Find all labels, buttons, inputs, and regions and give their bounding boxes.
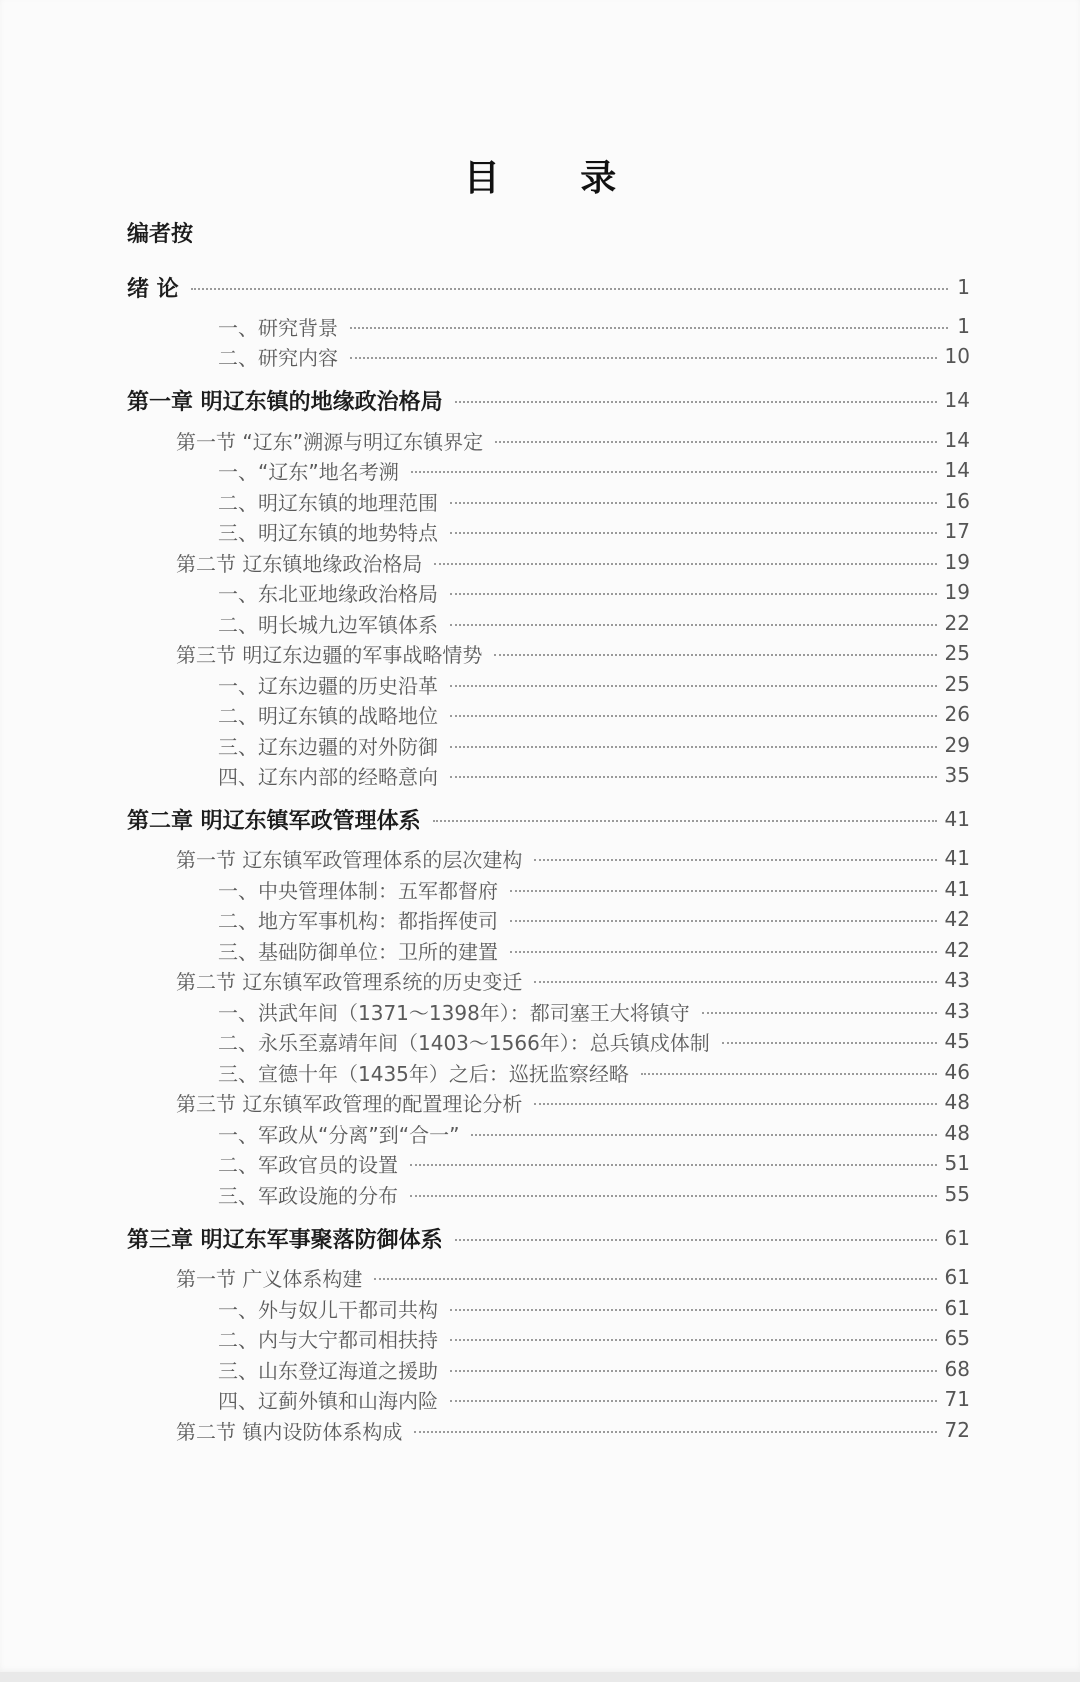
toc-entry-title: 一、外与奴儿干都司共构: [218, 1297, 438, 1322]
toc-entry-title: 第三节 辽东镇军政管理的配置理论分析: [176, 1091, 523, 1116]
toc-page-number: 41: [944, 846, 970, 870]
toc-entry-title: 二、内与大宁都司相扶持: [218, 1327, 438, 1352]
toc-dot-leader: [414, 1431, 936, 1433]
toc-dot-leader: [534, 981, 936, 983]
toc-dot-leader: [411, 471, 937, 473]
toc-chapter-entry: [127, 803, 970, 835]
toc-subsection-entry: [218, 759, 970, 791]
toc-subsection-entry: [218, 515, 970, 547]
toc-chapter-entry: [127, 1222, 970, 1254]
toc-entry-title: 一、东北亚地缘政治格局: [218, 581, 438, 606]
toc-section-entry: [176, 546, 970, 578]
toc-subsection-entry: [218, 903, 970, 935]
toc-entry-title: 四、辽蓟外镇和山海内险: [218, 1388, 438, 1413]
toc-entry-title: 二、明辽东镇的战略地位: [218, 703, 438, 728]
toc-dot-leader: [450, 1339, 937, 1341]
toc-entry-title: 第一节 广义体系构建: [176, 1266, 363, 1291]
toc-section-entry: [176, 842, 970, 874]
toc-entry-title: 一、“辽东”地名考溯: [218, 459, 399, 484]
toc-page-number: 14: [944, 428, 970, 452]
toc-page-number: 71: [944, 1387, 970, 1411]
toc-page-number: 41: [944, 807, 970, 831]
toc-entry-title: 第三节 明辽东边疆的军事战略情势: [176, 642, 483, 667]
toc-page-number: 51: [944, 1151, 970, 1175]
toc-entry-title: 二、明辽东镇的地理范围: [218, 490, 438, 515]
toc-entry-title: 三、辽东边疆的对外防御: [218, 734, 438, 759]
toc-dot-leader: [722, 1042, 937, 1044]
page-title: 目 录: [463, 158, 651, 199]
toc-page-number: 55: [944, 1182, 970, 1206]
toc-dot-leader: [702, 1012, 937, 1014]
toc-subsection-entry: [218, 873, 970, 905]
toc-page-number: 16: [944, 489, 970, 513]
toc-dot-leader: [641, 1073, 937, 1075]
toc-page-number: 48: [944, 1121, 970, 1145]
toc-subsection-entry: [218, 668, 970, 700]
toc-page-number: 42: [944, 938, 970, 962]
toc-subsection-entry: [218, 995, 970, 1027]
toc-page-number: 25: [944, 672, 970, 696]
toc-dot-leader: [350, 327, 948, 329]
toc-entry-title: 绪 论: [127, 276, 179, 302]
toc-dot-leader: [494, 654, 936, 656]
toc-dot-leader: [450, 776, 937, 778]
toc-entry-title: 三、明辽东镇的地势特点: [218, 520, 438, 545]
toc-subsection-entry: [218, 1178, 970, 1210]
toc-page-number: 10: [944, 344, 970, 368]
toc-dot-leader: [410, 1195, 937, 1197]
toc-section-entry: [176, 1261, 970, 1293]
toc-section-entry: [176, 637, 970, 669]
toc-entry-title: 一、洪武年间（1371～1398年）：都司塞王大将镇守: [218, 1000, 690, 1025]
toc-page-number: 17: [944, 519, 970, 543]
toc-subsection-entry: [218, 454, 970, 486]
toc-subsection-entry: [218, 698, 970, 730]
toc-entry-title: 二、明长城九边军镇体系: [218, 612, 438, 637]
toc-page-number: 22: [944, 611, 970, 635]
toc-dot-leader: [471, 1134, 936, 1136]
toc-dot-leader: [450, 685, 937, 687]
toc-subsection-entry: [218, 1117, 970, 1149]
toc-subsection-entry: [218, 485, 970, 517]
toc-page-number: 25: [944, 641, 970, 665]
toc-page-number: 45: [944, 1029, 970, 1053]
toc-dot-leader: [433, 820, 937, 822]
toc-page-number: 19: [944, 580, 970, 604]
toc-dot-leader: [374, 1278, 936, 1280]
toc-dot-leader: [450, 746, 937, 748]
toc-entry-title: 第一节 “辽东”溯源与明辽东镇界定: [176, 429, 484, 454]
toc-page-number: 14: [944, 458, 970, 482]
toc-dot-leader: [450, 502, 937, 504]
toc-subsection-entry: [218, 607, 970, 639]
toc-entry-title: 三、军政设施的分布: [218, 1183, 398, 1208]
toc-dot-leader: [510, 890, 937, 892]
toc-dot-leader: [510, 920, 937, 922]
toc-entry-title: 第三章 明辽东军事聚落防御体系: [127, 1227, 443, 1253]
toc-page-number: 61: [944, 1296, 970, 1320]
toc-chapter-entry: [127, 384, 970, 416]
toc-subsection-entry: [218, 1322, 970, 1354]
toc-dot-leader: [410, 1164, 937, 1166]
toc-dot-leader: [455, 401, 937, 403]
toc-page-number: 43: [944, 999, 970, 1023]
toc-entry-title: 二、永乐至嘉靖年间（1403～1566年）：总兵镇戍体制: [218, 1030, 710, 1055]
toc-subsection-entry: [218, 729, 970, 761]
toc-page-number: 14: [944, 388, 970, 412]
toc-subsection-entry: [218, 310, 970, 342]
toc-page-number: 26: [944, 702, 970, 726]
toc-entry-title: 第二节 辽东镇军政管理系统的历史变迁: [176, 969, 523, 994]
toc-page-number: 19: [944, 550, 970, 574]
toc-dot-leader: [534, 1103, 936, 1105]
toc-dot-leader: [450, 1309, 937, 1311]
toc-section-entry: [176, 964, 970, 996]
toc-subsection-entry: [218, 1292, 970, 1324]
toc-entry-title: 三、宣德十年（1435年）之后：巡抚监察经略: [218, 1061, 629, 1086]
toc-page-number: 65: [944, 1326, 970, 1350]
toc-dot-leader: [495, 441, 936, 443]
toc-dot-leader: [450, 715, 937, 717]
toc-subsection-entry: [218, 1353, 970, 1385]
toc-entry-title: 二、军政官员的设置: [218, 1152, 398, 1177]
toc-entry-title: 四、辽东内部的经略意向: [218, 764, 438, 789]
toc-subsection-entry: [218, 1056, 970, 1088]
toc-dot-leader: [191, 288, 948, 290]
toc-entry-title: 一、辽东边疆的历史沿革: [218, 673, 438, 698]
toc-dot-leader: [510, 951, 937, 953]
toc-page-number: 61: [944, 1265, 970, 1289]
toc-subsection-entry: [218, 340, 970, 372]
toc-dot-leader: [455, 1239, 937, 1241]
toc-section-entry: [176, 424, 970, 456]
toc-page-number: 35: [944, 763, 970, 787]
toc-dot-leader: [450, 1400, 937, 1402]
toc-dot-leader: [450, 624, 937, 626]
toc-chapter-entry: [127, 216, 970, 248]
toc-entry-title: 三、山东登辽海道之援助: [218, 1358, 438, 1383]
toc-subsection-entry: [218, 1025, 970, 1057]
toc-entry-title: 第一节 辽东镇军政管理体系的层次建构: [176, 847, 523, 872]
toc-dot-leader: [434, 563, 936, 565]
toc-section-entry: [176, 1414, 970, 1446]
toc-entry-title: 三、基础防御单位：卫所的建置: [218, 939, 498, 964]
toc-subsection-entry: [218, 934, 970, 966]
toc-entry-title: 编者按: [127, 221, 194, 247]
toc-dot-leader: [450, 532, 937, 534]
toc-entry-title: 第一章 明辽东镇的地缘政治格局: [127, 389, 443, 415]
toc-page-number: 46: [944, 1060, 970, 1084]
toc-section-entry: [176, 1086, 970, 1118]
toc-dot-leader: [534, 859, 936, 861]
toc-dot-leader: [450, 593, 937, 595]
toc-chapter-entry: [127, 271, 970, 303]
toc-entry-title: 二、地方军事机构：都指挥使司: [218, 908, 498, 933]
toc-page-number: 42: [944, 907, 970, 931]
toc-entry-title: 第二章 明辽东镇军政管理体系: [127, 808, 421, 834]
toc-entry-title: 第二节 镇内设防体系构成: [176, 1419, 403, 1444]
toc-entry-title: 第二节 辽东镇地缘政治格局: [176, 551, 423, 576]
toc-entry-title: 一、军政从“分离”到“合一”: [218, 1122, 460, 1147]
toc-page-number: 29: [944, 733, 970, 757]
toc-page-number: 72: [944, 1418, 970, 1442]
toc-page-number: 41: [944, 877, 970, 901]
toc-subsection-entry: [218, 576, 970, 608]
toc-subsection-entry: [218, 1383, 970, 1415]
toc-dot-leader: [450, 1370, 937, 1372]
toc-page-number: 43: [944, 968, 970, 992]
toc-subsection-entry: [218, 1147, 970, 1179]
toc-entry-title: 一、研究背景: [218, 315, 338, 340]
toc-page-number: 61: [944, 1226, 970, 1250]
toc-entry-title: 一、中央管理体制：五军都督府: [218, 878, 498, 903]
toc-page-number: 68: [944, 1357, 970, 1381]
toc-page-number: 48: [944, 1090, 970, 1114]
toc-page-number: 1: [957, 314, 970, 338]
toc-page-number: 1: [957, 275, 970, 299]
toc-entry-title: 二、研究内容: [218, 345, 338, 370]
toc-dot-leader: [350, 357, 937, 359]
